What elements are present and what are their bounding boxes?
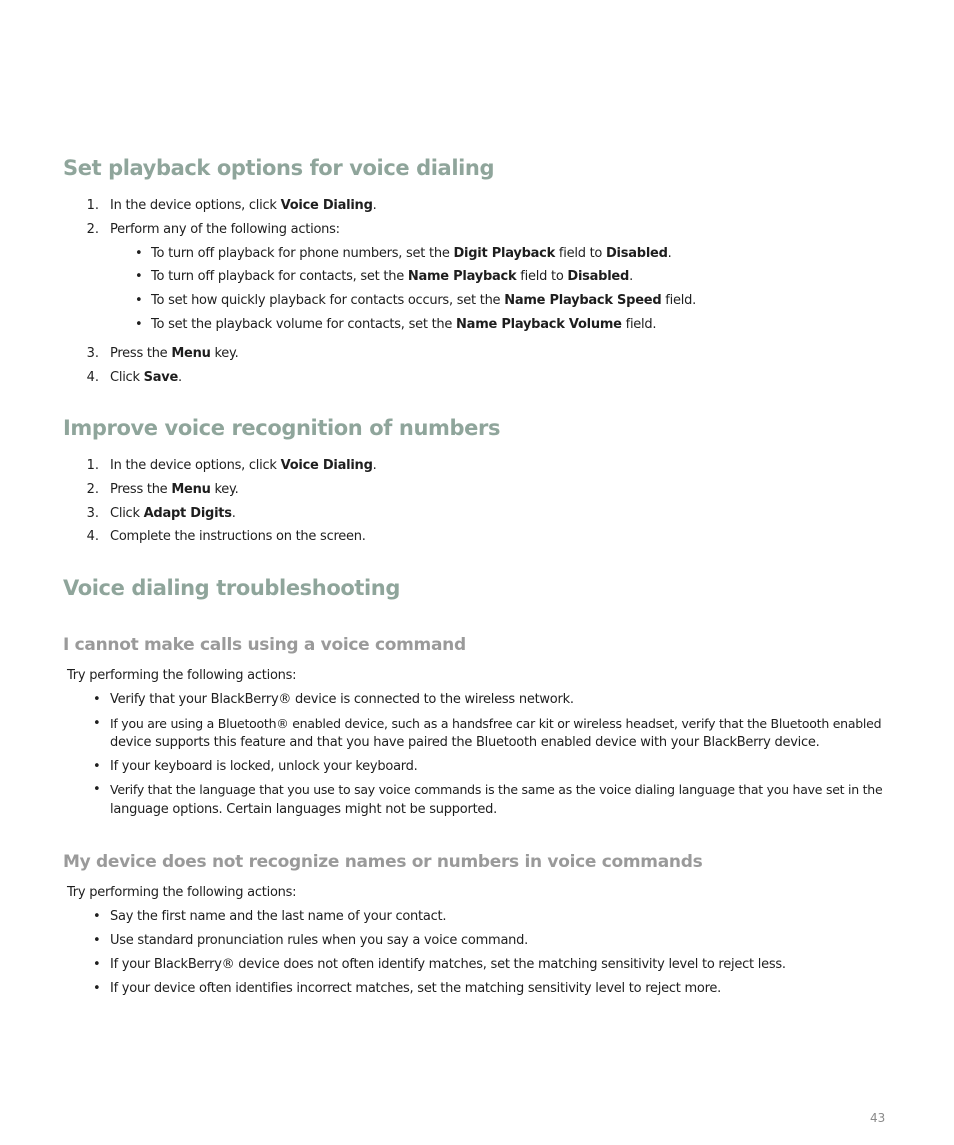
step-text: Perform any of the following actions: (110, 222, 340, 237)
section-heading-recognition: Improve voice recognition of numbers (63, 416, 501, 440)
bullet-text: If your keyboard is locked, unlock your keyboard. (110, 759, 418, 774)
step-number: 3. (86, 506, 99, 521)
bullet-icon: • (93, 957, 101, 972)
ui-label: Voice Dialing (280, 198, 373, 213)
step-number: 2. (86, 222, 99, 237)
bullet-text: To turn off playback for contacts, set the Name Playback field to Disabled. (151, 269, 633, 284)
intro-text: Try performing the following actions: (67, 668, 297, 683)
ui-label: Disabled (567, 269, 630, 284)
step-number: 1. (86, 458, 99, 473)
bullet-icon: • (93, 716, 101, 731)
bullet-text: If you are using a Bluetooth® enabled device, such as a handsfree car kit or wireless headset, verify that the Bluetooth enabled (110, 716, 882, 731)
bullet-icon: • (135, 269, 143, 284)
bullet-text: Verify that your BlackBerry® device is connected to the wireless network. (110, 692, 574, 707)
intro-text: Try performing the following actions: (67, 885, 297, 900)
step-number: 4. (86, 529, 99, 544)
section-heading-troubleshooting: Voice dialing troubleshooting (63, 576, 400, 600)
section-heading-playback: Set playback options for voice dialing (63, 156, 495, 180)
step-text: In the device options, click Voice Dialing. (110, 198, 377, 213)
bullet-text: Say the first name and the last name of your contact. (110, 909, 447, 924)
step-text: Press the Menu key. (110, 346, 239, 361)
ui-label: Name Playback Volume (456, 317, 622, 332)
step-text: Complete the instructions on the screen. (110, 529, 366, 544)
step-number: 3. (86, 346, 99, 361)
step-text: Click Adapt Digits. (110, 506, 236, 521)
bullet-icon: • (135, 246, 143, 261)
step-text: In the device options, click Voice Dialing. (110, 458, 377, 473)
ui-label: Menu (171, 346, 211, 361)
bullet-text: To set how quickly playback for contacts occurs, set the Name Playback Speed field. (151, 293, 696, 308)
bullet-icon: • (135, 317, 143, 332)
ui-label: Name Playback Speed (504, 293, 662, 308)
ui-label: Menu (171, 482, 211, 497)
step-number: 2. (86, 482, 99, 497)
ui-label: Adapt Digits (143, 506, 232, 521)
bullet-icon: • (93, 759, 101, 774)
bullet-text-continued: device supports this feature and that you have paired the Bluetooth enabled device with your BlackBerry device. (110, 735, 820, 750)
bullet-icon: • (93, 981, 101, 996)
bullet-icon: • (135, 293, 143, 308)
bullet-icon: • (93, 933, 101, 948)
step-number: 1. (86, 198, 99, 213)
ui-label: Voice Dialing (280, 458, 373, 473)
bullet-text: If your device often identifies incorrect matches, set the matching sensitivity level to reject more. (110, 981, 722, 996)
subheading-not-recognize: My device does not recognize names or numbers in voice commands (63, 852, 703, 872)
bullet-text: If your BlackBerry® device does not often identify matches, set the matching sensitivity level to reject less. (110, 957, 786, 972)
bullet-text-continued: language options. Certain languages might not be supported. (110, 802, 498, 817)
ui-label: Save (143, 370, 179, 385)
ui-label: Name Playback (407, 269, 517, 284)
page-number: 43 (870, 1111, 886, 1125)
step-number: 4. (86, 370, 99, 385)
step-text: Press the Menu key. (110, 482, 239, 497)
step-text: Click Save. (110, 370, 182, 385)
bullet-text: To set the playback volume for contacts, set the Name Playback Volume field. (151, 317, 657, 332)
bullet-icon: • (93, 692, 101, 707)
ui-label: Digit Playback (453, 246, 556, 261)
bullet-text: To turn off playback for phone numbers, set the Digit Playback field to Disabled. (151, 246, 672, 261)
bullet-icon: • (93, 909, 101, 924)
bullet-text: Verify that the language that you use to say voice commands is the same as the voice dialing language that you have set in the (110, 782, 883, 797)
bullet-icon: • (93, 782, 101, 797)
bullet-text: Use standard pronunciation rules when you say a voice command. (110, 933, 529, 948)
ui-label: Disabled (606, 246, 668, 261)
subheading-cannot-make-calls: I cannot make calls using a voice command (63, 635, 466, 655)
